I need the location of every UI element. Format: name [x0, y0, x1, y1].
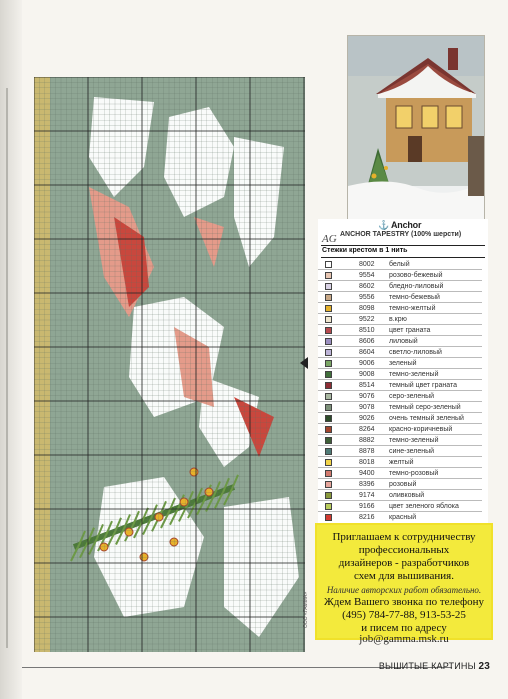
thread-code: 8018 — [359, 459, 375, 466]
color-swatch — [325, 305, 332, 312]
color-swatch — [325, 371, 332, 378]
magazine-title: ВЫШИТЫЕ КАРТИНЫ — [378, 661, 476, 671]
key-row — [321, 512, 485, 523]
promo-line-1: Приглашаем к сотрудничеству — [332, 531, 476, 543]
color-swatch — [325, 459, 332, 466]
thread-code: 8604 — [359, 349, 375, 356]
color-swatch — [325, 349, 332, 356]
thread-code: 8098 — [359, 305, 375, 312]
thread-color-name: цвет граната — [389, 327, 431, 334]
ornament-bead — [140, 553, 148, 561]
thread-color-name: розовый — [389, 481, 417, 488]
thread-code: 9556 — [359, 294, 375, 301]
ornament-bead — [100, 543, 108, 551]
ornament-bead — [180, 498, 188, 506]
ornament-bead — [205, 488, 213, 496]
color-swatch — [325, 437, 332, 444]
thread-color-name: серо-зеленый — [389, 393, 435, 400]
color-key-table — [318, 219, 488, 533]
designer-invitation-box — [315, 523, 493, 640]
thread-color-name: красный — [389, 514, 417, 521]
key-header — [318, 219, 488, 245]
promo-line-4: схем для вышивания. — [354, 570, 454, 582]
color-swatch — [325, 426, 332, 433]
thread-color-name: желтый — [389, 459, 414, 466]
thread-color-name: в.крю — [389, 316, 407, 323]
color-swatch — [325, 327, 332, 334]
anchor-logo: ⚓ Anchor — [378, 220, 422, 230]
thread-code: 9076 — [359, 393, 375, 400]
color-swatch — [325, 492, 332, 499]
thread-code: 8396 — [359, 481, 375, 488]
finished-picture-thumbnail — [347, 35, 485, 220]
thread-color-name: лиловый — [389, 338, 418, 345]
left-page-edge — [6, 88, 8, 648]
thread-color-name: сине-зеленый — [389, 448, 435, 455]
color-swatch — [325, 503, 332, 510]
thread-color-name: белый — [389, 261, 410, 268]
ornament-bead — [190, 468, 198, 476]
thread-color-name: темно-розовый — [389, 470, 439, 477]
key-rule-sub — [321, 257, 485, 258]
designer-tag: AG — [322, 233, 337, 245]
thread-code: 9026 — [359, 415, 375, 422]
thread-color-name: очень темный зеленый — [389, 415, 464, 422]
cross-stitch-chart — [34, 77, 305, 652]
thread-color-name: темно-желтый — [389, 305, 436, 312]
thread-code: 8264 — [359, 426, 375, 433]
thread-code: 9166 — [359, 503, 375, 510]
thread-code: 8514 — [359, 382, 375, 389]
thread-color-name: темный серо-зеленый — [389, 404, 461, 411]
thread-code: 9400 — [359, 470, 375, 477]
color-swatch — [325, 283, 332, 290]
thread-color-name: бледно-лиловый — [389, 283, 444, 290]
color-swatch — [325, 448, 332, 455]
color-swatch — [325, 272, 332, 279]
thread-code: 9554 — [359, 272, 375, 279]
thread-code: 8510 — [359, 327, 375, 334]
thread-color-name: темный цвет граната — [389, 382, 458, 389]
color-swatch — [325, 316, 332, 323]
thread-code: 8216 — [359, 514, 375, 521]
thread-code: 8878 — [359, 448, 375, 455]
thread-code: 8602 — [359, 283, 375, 290]
promo-line-5: Ждем Вашего звонка по телефону — [323, 596, 485, 608]
thread-color-name: красно-коричневый — [389, 426, 453, 433]
yarn-brand: ANCHOR TAPESTRY (100% шерсти) — [340, 231, 462, 238]
thread-color-name: темно-зеленый — [389, 437, 439, 444]
color-swatch — [325, 294, 332, 301]
promo-line-3: дизайнеров - разработчиков — [338, 557, 470, 569]
thread-code: 8002 — [359, 261, 375, 268]
color-swatch — [325, 481, 332, 488]
thread-color-name: оливковый — [389, 492, 425, 499]
promo-note: Наличие авторских работ обязательно. — [326, 585, 482, 595]
color-swatch — [325, 382, 332, 389]
promo-line-6: и писем по адресу — [361, 622, 447, 634]
ornament-bead — [170, 538, 178, 546]
thread-color-name: зеленый — [389, 360, 417, 367]
thread-color-name: светло-лиловый — [389, 349, 442, 356]
thread-color-name: цвет зеленого яблока — [389, 503, 459, 510]
color-swatch — [325, 261, 332, 268]
stitch-type-heading: Стежки крестом в 1 нить — [322, 247, 408, 254]
house-picture — [348, 36, 484, 219]
color-swatch — [325, 415, 332, 422]
binding-shadow — [0, 0, 22, 699]
ornament-bead — [125, 528, 133, 536]
thread-color-name: темно-зеленый — [389, 371, 439, 378]
key-rule-top — [321, 245, 485, 246]
thread-code: 9008 — [359, 371, 375, 378]
thread-code: 9522 — [359, 316, 375, 323]
color-swatch — [325, 404, 332, 411]
thread-code: 9006 — [359, 360, 375, 367]
thread-code: 8606 — [359, 338, 375, 345]
thread-code: 9078 — [359, 404, 375, 411]
thread-code: 8882 — [359, 437, 375, 444]
color-swatch — [325, 360, 332, 367]
thread-color-name: темно-бежевый — [389, 294, 440, 301]
color-swatch — [325, 470, 332, 477]
page-footer — [379, 661, 490, 672]
center-marker-arrow — [300, 357, 308, 369]
promo-phone: (495) 784-77-88, 913-53-25 — [342, 609, 466, 621]
thread-code: 9174 — [359, 492, 375, 499]
promo-email: job@gamma.msk.ru — [359, 633, 449, 645]
color-swatch — [325, 514, 332, 521]
publisher-credit: ООО «ГАММА» — [303, 592, 309, 628]
thread-color-name: розово-бежевый — [389, 272, 443, 279]
promo-line-2: профессиональных — [358, 544, 450, 556]
page-number: 23 — [478, 661, 490, 672]
color-swatch — [325, 338, 332, 345]
color-swatch — [325, 393, 332, 400]
